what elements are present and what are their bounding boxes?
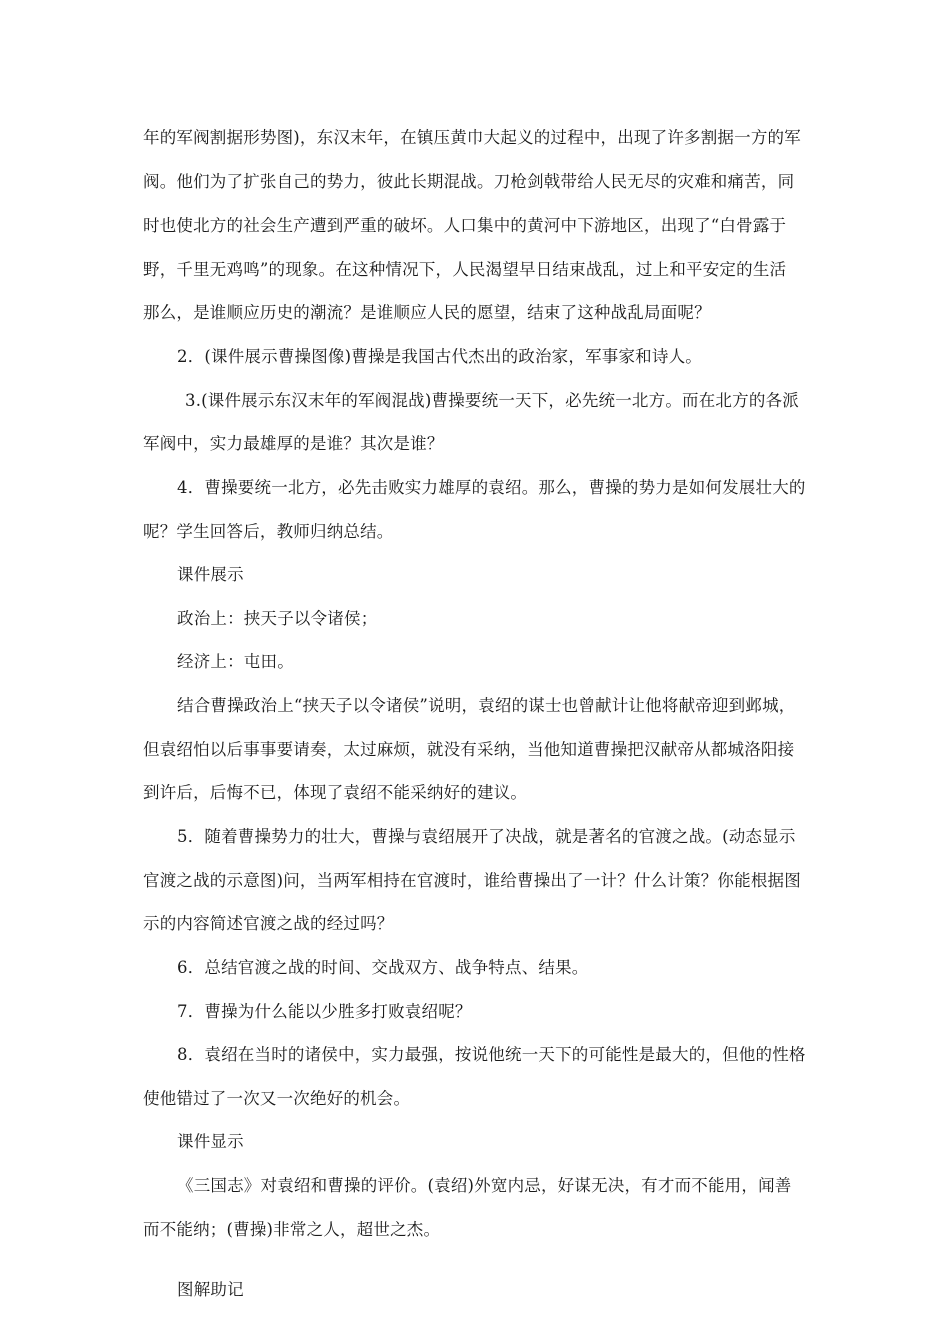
text-line-4: 野，千里无鸡鸣”的现象。在这种情况下，人民渴望早日结束战乱，过上和平安定的生活 [143,260,787,279]
text-line-6: 2．(课件展示曹操图像)曹操是我国古代杰出的政治家，军事家和诗人。 [177,347,702,366]
text-line-3: 时也使北方的社会生产遭到严重的破坏。人口集中的黄河中下游地区，出现了“白骨露于 [143,216,787,235]
text-line-17: 5．随着曹操势力的壮大，曹操与袁绍展开了决战，就是著名的官渡之战。(动态显示 [177,827,796,846]
text-line-8: 军阀中，实力最雄厚的是谁？其次是谁？ [143,434,444,453]
text-line-13: 经济上：屯田。 [177,652,294,671]
text-line-2: 阀。他们为了扩张自己的势力，彼此长期混战。刀枪剑戟带给人民无尽的灾难和痛苦，同 [143,172,795,191]
text-line-22: 8．袁绍在当时的诸侯中，实力最强，按说他统一天下的可能性是最大的，但他的性格 [177,1045,806,1064]
text-line-1: 年的军阀割据形势图)，东汉末年，在镇压黄巾大起义的过程中，出现了许多割据一方的军 [143,128,801,147]
section-heading-diagram-mnemonic: 图解助记 [177,1280,244,1299]
text-line-20: 6．总结官渡之战的时间、交战双方、战争特点、结果。 [177,958,589,977]
text-line-25: 《三国志》对袁绍和曹操的评价。(袁绍)外宽内忌，好谋无决，有才而不能用，闻善 [177,1176,792,1195]
text-line-23: 使他错过了一次又一次绝好的机会。 [143,1089,411,1108]
text-line-19: 示的内容简述官渡之战的经过吗？ [143,914,394,933]
text-line-12: 政治上：挟天子以令诸侯； [177,609,378,628]
text-line-9: 4．曹操要统一北方，必先击败实力雄厚的袁绍。那么，曹操的势力是如何发展壮大的 [177,478,806,497]
text-line-26: 而不能纳；(曹操)非常之人，超世之杰。 [143,1220,441,1239]
text-line-18: 官渡之战的示意图)问，当两军相持在官渡时，谁给曹操出了一计？什么计策？你能根据图 [143,871,801,890]
text-line-15: 但袁绍怕以后事事要请奏，太过麻烦，就没有采纳，当他知道曹操把汉献帝从都城洛阳接 [143,740,795,759]
text-line-11: 课件展示 [177,565,244,584]
text-line-10: 呢？学生回答后，教师归纳总结。 [143,522,394,541]
text-line-24: 课件显示 [177,1132,244,1151]
text-line-16: 到许后，后悔不已，体现了袁绍不能采纳好的建议。 [143,783,528,802]
text-line-14: 结合曹操政治上“挟天子以令诸侯”说明，袁绍的谋士也曾献计让他将献帝迎到邺城， [177,696,796,715]
text-line-21: 7．曹操为什么能以少胜多打败袁绍呢？ [177,1002,472,1021]
text-line-7: 3.(课件展示东汉末年的军阀混战)曹操要统一天下，必先统一北方。而在北方的各派 [185,391,799,410]
text-line-5: 那么，是谁顺应历史的潮流？是谁顺应人民的愿望，结束了这种战乱局面呢？ [143,303,711,322]
